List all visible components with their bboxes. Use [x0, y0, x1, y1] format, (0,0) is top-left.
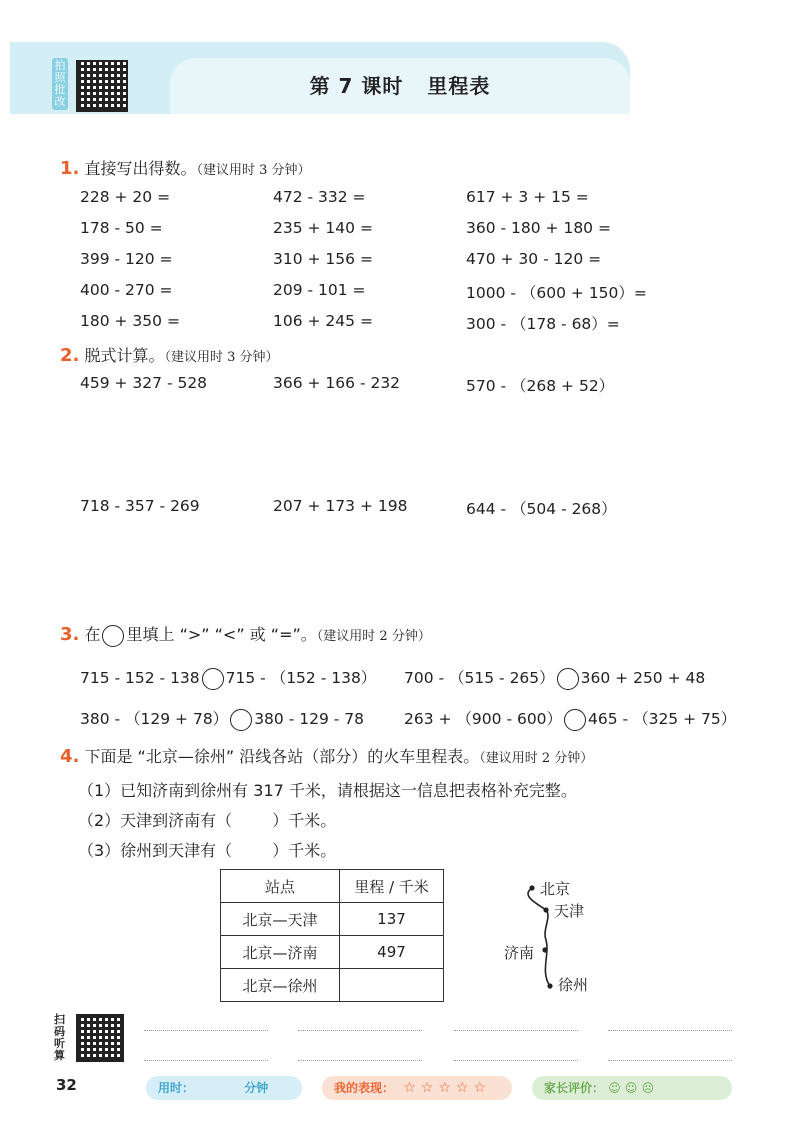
station-dot-beijing — [529, 885, 534, 890]
comparison-left: 700 - （515 - 265） — [404, 669, 555, 687]
arithmetic-item: 228 + 20 = — [80, 188, 171, 206]
map-label-beijing: 北京 — [540, 880, 571, 898]
sad-face-icon[interactable]: ☹ — [641, 1081, 655, 1095]
q4-sub3-a: （3）徐州到天津有（ — [78, 841, 233, 860]
title-lesson: 第 7 课时 — [309, 74, 404, 98]
table-cell-station: 北京—徐州 — [221, 969, 340, 1002]
comparison-right: 465 - （325 + 75） — [588, 710, 737, 728]
table-row — [221, 903, 444, 936]
q4-sub3 — [78, 838, 336, 861]
calc-item: 644 - （504 - 268） — [466, 500, 617, 518]
railway-line — [528, 888, 550, 986]
scratch-line — [608, 1060, 732, 1061]
compare-circle-icon — [102, 625, 124, 647]
arithmetic-item: 470 + 30 - 120 = — [466, 250, 602, 268]
comparison-item — [80, 666, 376, 690]
star-icon[interactable]: ☆ — [473, 1080, 487, 1096]
q3-hint: （建议用时 2 分钟） — [316, 629, 431, 644]
map-label-xuzhou: 徐州 — [558, 976, 589, 994]
q1-text: 直接写出得数。 — [84, 159, 197, 178]
mileage-table — [220, 869, 444, 1002]
star-icon[interactable]: ☆ — [403, 1080, 416, 1096]
arithmetic-item: 235 + 140 = — [273, 219, 373, 237]
comparison-item — [404, 666, 705, 690]
q4-hint: （建议用时 2 分钟） — [479, 751, 594, 766]
comparison-item — [80, 707, 364, 731]
star-icon[interactable]: ☆ — [420, 1080, 434, 1096]
station-dot-jinan — [542, 947, 547, 952]
q2-text: 脱式计算。 — [84, 346, 165, 365]
answer-circle[interactable] — [202, 668, 224, 690]
q4-sub1: （1）已知济南到徐州有 317 千米，请根据这一信息把表格补充完整。 — [78, 781, 577, 800]
calc-item: 459 + 327 - 528 — [80, 374, 208, 392]
comparison-item — [404, 707, 736, 731]
arithmetic-item: 360 - 180 + 180 = — [466, 219, 611, 237]
q4-text: 下面是 “北京—徐州” 沿线各站（部分）的火车里程表。 — [84, 747, 480, 766]
table-header-station: 站点 — [221, 870, 340, 903]
arithmetic-item: 209 - 101 = — [273, 281, 366, 299]
comparison-left: 715 - 152 - 138 — [80, 669, 200, 687]
q4-sub2-b: ）千米。 — [272, 811, 337, 830]
title-topic: 里程表 — [427, 74, 491, 98]
arithmetic-item: 180 + 350 = — [80, 312, 180, 330]
scratch-line — [608, 1030, 732, 1031]
arithmetic-item: 178 - 50 = — [80, 219, 163, 237]
q1-number: 1. — [60, 158, 80, 179]
map-label-jinan: 济南 — [504, 944, 535, 962]
table-cell-mileage-blank[interactable] — [340, 969, 444, 1002]
comparison-right: 360 + 250 + 48 — [580, 669, 706, 687]
q2-hint: （建议用时 3 分钟） — [164, 350, 279, 365]
performance-stars[interactable] — [398, 1081, 486, 1095]
answer-circle[interactable] — [564, 709, 586, 731]
table-cell-mileage: 137 — [340, 903, 444, 936]
q3-text-a: 在 — [84, 625, 101, 644]
scratch-line — [454, 1030, 578, 1031]
scratch-line — [454, 1060, 578, 1061]
calc-item: 366 + 166 - 232 — [273, 374, 401, 392]
arithmetic-item: 310 + 156 = — [273, 250, 373, 268]
answer-circle[interactable] — [230, 709, 252, 731]
table-header-mileage: 里程 / 千米 — [340, 870, 444, 903]
time-label: 用时： — [158, 1081, 195, 1095]
table-cell-mileage: 497 — [340, 936, 444, 969]
q1-hint: （建议用时 3 分钟） — [196, 163, 311, 178]
table-cell-station: 北京—天津 — [221, 903, 340, 936]
parent-eval-pill — [532, 1076, 732, 1100]
station-dot-xuzhou — [547, 983, 552, 988]
q1-heading — [60, 156, 311, 179]
smiley-face-icon[interactable]: ☺ — [608, 1081, 621, 1095]
calc-item: 570 - （268 + 52） — [466, 377, 615, 395]
table-cell-station: 北京—济南 — [221, 936, 340, 969]
comparison-left: 380 - （129 + 78） — [80, 710, 229, 728]
route-map — [490, 874, 620, 998]
q4-sub2 — [78, 808, 336, 831]
footer-qr-code[interactable] — [76, 1014, 124, 1062]
comparison-left: 263 + （900 - 600） — [404, 710, 563, 728]
q3-text-b: 里填上 “>” “<” 或 “=”。 — [126, 625, 317, 644]
scratch-line — [298, 1060, 422, 1061]
parent-label: 家长评价： — [544, 1081, 605, 1095]
arithmetic-item: 106 + 245 = — [273, 312, 373, 330]
header-qr-code[interactable] — [76, 60, 128, 112]
q3-number: 3. — [60, 624, 80, 645]
q4-sub3-b: ）千米。 — [272, 841, 337, 860]
star-icon[interactable]: ☆ — [438, 1080, 451, 1096]
q4-heading — [60, 744, 593, 767]
q3-heading — [60, 622, 431, 647]
calc-item: 207 + 173 + 198 — [273, 497, 408, 515]
scan-listen-label: 扫码听算 — [54, 1013, 65, 1062]
scratch-line — [144, 1030, 268, 1031]
arithmetic-item: 472 - 332 = — [273, 188, 366, 206]
q2-heading — [60, 343, 279, 366]
q2-number: 2. — [60, 345, 80, 366]
table-header-row — [221, 870, 444, 903]
performance-label: 我的表现： — [334, 1081, 395, 1095]
map-label-tianjin: 天津 — [554, 902, 585, 920]
scratch-line — [298, 1030, 422, 1031]
star-icon[interactable]: ☆ — [455, 1080, 469, 1096]
table-row — [221, 936, 444, 969]
page-title — [170, 58, 630, 114]
scratch-line — [144, 1060, 268, 1061]
comparison-right: 380 - 129 - 78 — [254, 710, 364, 728]
time-unit: 分钟 — [244, 1081, 269, 1095]
q4-number: 4. — [60, 746, 80, 767]
station-dot-tianjin — [543, 907, 548, 912]
comparison-right: 715 - （152 - 138） — [225, 669, 377, 687]
scan-correct-label: 拍照批改 — [52, 58, 68, 110]
time-used-pill — [146, 1076, 302, 1100]
arithmetic-item: 1000 - （600 + 150）= — [466, 284, 647, 302]
arithmetic-item: 399 - 120 = — [80, 250, 173, 268]
page-number: 32 — [56, 1076, 77, 1094]
q4-sub2-a: （2）天津到济南有（ — [78, 811, 233, 830]
neutral-face-icon[interactable]: ☺ — [624, 1081, 638, 1095]
performance-pill — [322, 1076, 512, 1100]
arithmetic-item: 300 - （178 - 68）= — [466, 315, 620, 333]
arithmetic-item: 617 + 3 + 15 = — [466, 188, 589, 206]
calc-item: 718 - 357 - 269 — [80, 497, 200, 515]
arithmetic-item: 400 - 270 = — [80, 281, 173, 299]
answer-circle[interactable] — [557, 668, 579, 690]
table-row — [221, 969, 444, 1002]
